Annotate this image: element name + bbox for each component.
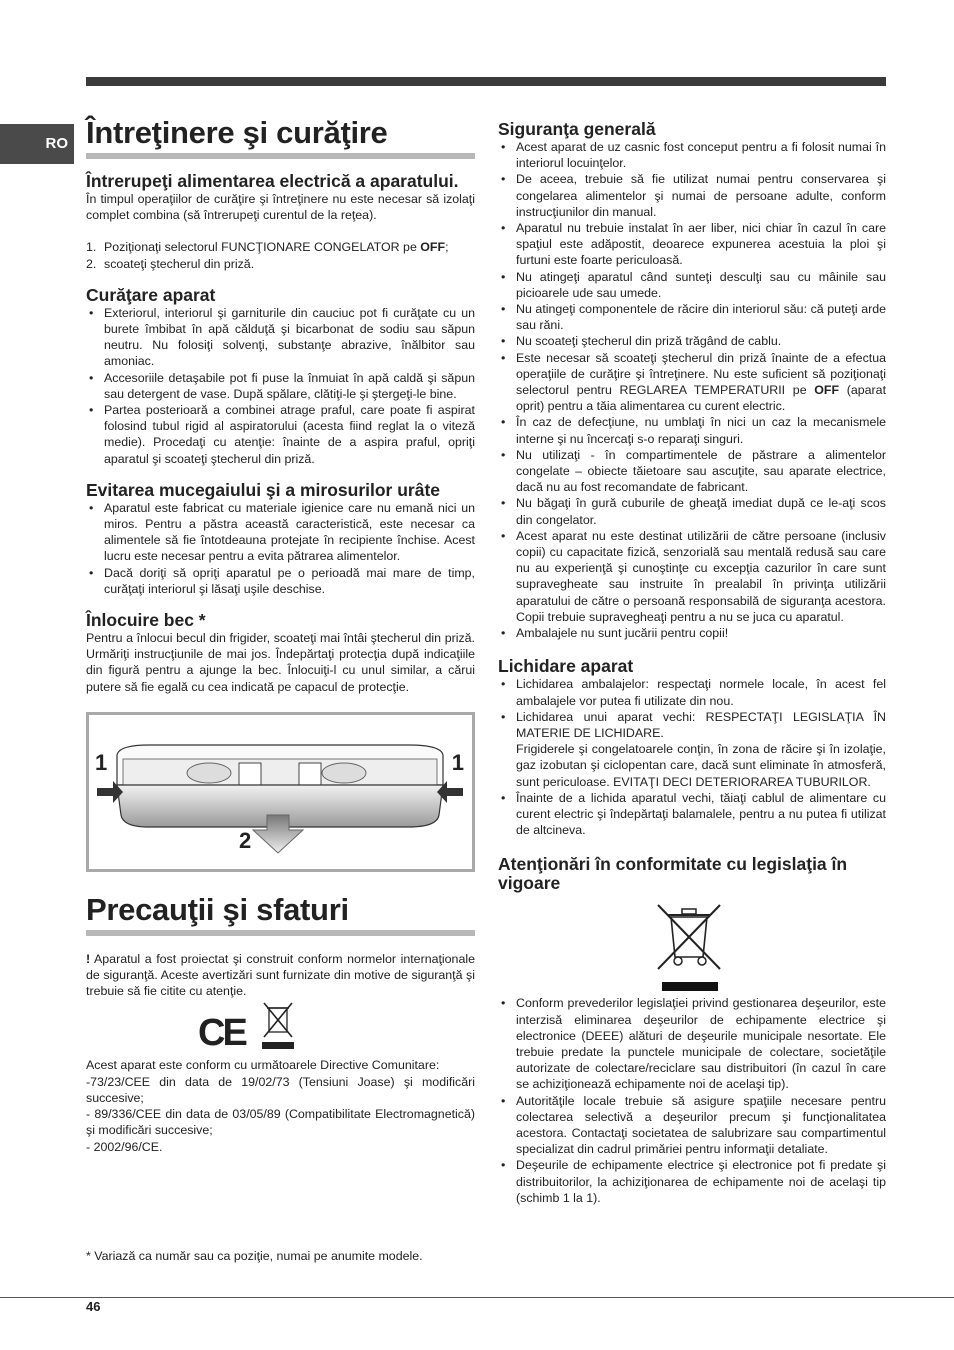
section-title-precautions: Precauţii şi sfaturi (86, 893, 475, 936)
list-item: • Nu băgaţi în gură cuburile de gheaţă imediat după ce le-aţi scos din congelator. (498, 495, 886, 527)
mould-list (86, 500, 475, 597)
list-item: • Aparatul este fabricat cu materiale igienice care nu emană nici un miros. Pentru a păstra această caracteristică, este necesar ca alimentele să fie întotdeauna protejate în recipiente închise. Acest lucru este necesar pentru a evita pătrarea alimentelor. (86, 500, 475, 565)
ce-mark: CE (198, 1012, 245, 1055)
conformity-marks (86, 999, 475, 1057)
list-item: • Nu utilizaţi - în compartimentele de păstrare a alimentelor congelate – obiecte tăietoare sau ascuţite, sau aparate electrice, dacă nu au fost recomandate de fabricant. (498, 447, 886, 496)
directive-3: - 2002/96/CE. (86, 1139, 163, 1154)
list-item: • Conform prevederilor legislaţiei privind gestionarea deşeurilor, este interzisă eliminarea deşeurilor de echipamente electrice şi electronice (DEEE) alături de deşeurile municipale nesortate. Ele trebuie predate la punctele municipale de colectare, societăţile autorizate de colectare/reciclare sau distribuitori (în cazul în care se achiziţionează echipamente noi de acelaşi tip). (498, 995, 886, 1092)
directive-2: - 89/336/CEE din data de 03/05/89 (Compatibilitate Electromagnetică) şi modificări succesive; (86, 1107, 475, 1138)
footnote: * Variază ca număr sau ca poziţie, numai pe anumite modele. (86, 1249, 423, 1263)
section-text-power: În timpul operaţiilor de curăţire şi întreţinere nu este necesar să izolaţi complet combina (să întrerupeţi curentul de la reţea). (86, 192, 475, 223)
section-heading-disposal: Lichidare aparat (498, 656, 634, 677)
list-item: • Autorităţile locale trebuie să asigure spaţiile necesare pentru colectarea selectivă a deşeurilor precum şi funcţionalitatea acestora. Contactaţi societatea de salubrizare sau compartimentul specializat din cadrul primăriei pentru informaţii detaliate. (498, 1093, 886, 1158)
section-heading-safety: Siguranţa generală (498, 119, 656, 139)
figure-label-left: 1 (95, 749, 108, 775)
list-item: • Exteriorul, interiorul şi garniturile din cauciuc pot fi curăţate cu un burete îmbibat în apă călduţă şi bicarbonat de sodiu sau săpun neutru. Nu folosiţi solvenţi, substanţe abrazive, înălbitor sau amoniac. (86, 305, 475, 370)
section-heading-cleaning: Curăţare aparat (86, 284, 216, 305)
lamp-cover-illustration (89, 715, 472, 869)
section-heading-legislation: Atenţionări în conformitate cu legislaţia în vigoare (498, 854, 848, 894)
list-item: • De aceea, trebuie să fie utilizat numai pentru conservarea şi congelarea alimentelor şi numai de persoane adulte, conform instrucţiunilor din manual. (498, 171, 886, 220)
list-item: • În caz de defecţiune, nu umblaţi în nici un caz la mecanismele interne şi nu încercaţi s-o reparaţi singuri. (498, 414, 886, 446)
list-item: • Acest aparat nu este destinat utilizării de către persoane (inclusiv copii) cu capacitate fizică, senzorială sau mentală redusă sau care nu au experienţă şi cunoştinţe cu excepţia cazurilor în care sunt supravegheate sau instruite în prealabil în privinţa utilizării aparatului de către o persoană responsabilă de siguranţa acestora. Copii trebuie supravegheaţi pentru a nu se juca cu aparatul. (498, 528, 886, 625)
top-rule (86, 77, 886, 86)
weee-bin-icon (260, 1001, 296, 1051)
list-item: • Accesoriile detaşabile pot fi puse la înmuiat în apă caldă şi săpun sau detergent de vase. După spălare, clătiţi-le şi ştergeţi-le bine. (86, 370, 475, 402)
list-item: • Lichidarea ambalajelor: respectaţi normele locale, în acest fel ambalajele vor putea fi utilizate din nou. (498, 676, 886, 708)
list-item: • Este necesar să scoateţi ştecherul din priză înainte de a efectua operaţiile de curăţire şi întreţinere. Nu este suficient să poziţionaţi selectorul pentru REGLAREA TEMPERATURII pe OFF (aparat oprit) pentru a tăia alimentarea cu curent electric. (498, 350, 886, 415)
figure-label-bottom: 2 (239, 827, 252, 853)
list-item: • Deşeurile de echipamente electrice şi electronice pot fi predate şi distribuitorilor, la achiziţionarea de echipamente noi de acelaşi tip (schimb 1 la 1). (498, 1157, 886, 1206)
crossed-bin-icon (656, 903, 722, 991)
list-item: • Nu atingeţi aparatul când sunteţi desculţi sau cu mâinile sau picioarele ude sau umede. (498, 269, 886, 301)
left-column (86, 116, 475, 1155)
list-item: • Aparatul nu trebuie instalat în aer liber, nici chiar în cazul în care spaţiul este adăpostit, deoarece expunerea acestuia la ploi şi furtuni este foarte periculoasă. (498, 220, 886, 269)
directives-intro: Acest aparat este conform cu următoarele Directive Comunitare: (86, 1058, 440, 1073)
legislation-list (498, 995, 886, 1206)
safety-list (498, 139, 886, 641)
language-tab: RO (0, 124, 74, 164)
list-item: 2. scoateţi ştecherul din priză. (86, 256, 255, 271)
directive-1: -73/23/CEE din data de 19/02/73 (Tensiuni Joase) şi modificări succesive; (86, 1074, 475, 1105)
section-text-bulb: Pentru a înlocui becul din frigider, scoateţi mai întâi ştecherul din priză. Urmăriţi instrucţiunile de mai jos. Îndepărtaţi protecţia după indicaţiile din figură pentru a ajunge la bec. Înlocuiţi-l cu unul similar, a cărui putere să fie egală cu cea indicată pe capacul de protecţie. (86, 631, 475, 694)
section-heading-mould: Evitarea mucegaiului şi a mirosurilor urâte (86, 479, 441, 500)
section-heading-power: Întrerupeţi alimentarea electrică a aparatului. (86, 171, 459, 191)
steps-list (86, 239, 475, 271)
list-item: • Nu scoateţi ştecherul din priză trăgând de cablu. (498, 333, 886, 349)
page-title: Întreţinere şi curăţire (86, 116, 475, 159)
list-item: • Înainte de a lichida aparatul vechi, tăiaţi cablul de alimentare cu curent electric şi îndepărtaţi balamalele, pentru a nu putea fi utilizat de altcineva. (498, 790, 886, 839)
weee-figure (498, 893, 886, 995)
list-item: • Nu atingeţi componentele de răcire din interiorul său: că puteţi arde sau răni. (498, 301, 886, 333)
footer-rule (0, 1297, 954, 1298)
list-item: • Acest aparat de uz casnic fost conceput pentru a fi folosit numai în interiorul locuinţelor. (498, 139, 886, 171)
list-item: • Lichidarea unui aparat vechi: RESPECTAŢI LEGISLAŢIA ÎN MATERIE DE LICHIDARE. Frigiderele şi congelatoarele conţin, în zona de răcire şi în izolaţie, gaz izobutan şi ciclopentan care, dacă sunt eliminate în atmosferă, sunt periculoase. EVITAŢI DECI DETERIORAREA TUBURILOR. (498, 709, 886, 790)
cleaning-list (86, 305, 475, 467)
figure-label-right: 1 (451, 749, 464, 775)
right-column (498, 120, 886, 1206)
bulb-replacement-figure (86, 712, 475, 872)
list-item: • Dacă doriţi să opriţi aparatul pe o perioadă mai mare de timp, curăţaţi interiorul şi lăsaţi uşile deschise. (86, 565, 475, 597)
page-number: 46 (86, 1299, 101, 1314)
section-heading-bulb: Înlocuire bec * (86, 610, 206, 631)
disposal-list (498, 676, 886, 838)
list-item: 1. Poziţionaţi selectorul FUNCŢIONARE CONGELATOR pe OFF; (86, 240, 449, 255)
list-item: • Partea posterioară a combinei atrage praful, care poate fi aspirat folosind tubul rigid al aspiratorului (acesta fiind reglat la o viteză medie). Procedaţi cu atenţie: înainte de a aspira praful, opriţi aparatul şi scoateţi ştecherul din priză. (86, 402, 475, 467)
precautions-intro: ! Aparatul a fost proiectat şi construit conform normelor internaţionale de siguranţă. Aceste avertizări sunt furnizate din motive de siguranţă şi trebuie să fie citite cu atenţie. (86, 951, 475, 999)
list-item: • Ambalajele nu sunt jucării pentru copii! (498, 625, 886, 641)
